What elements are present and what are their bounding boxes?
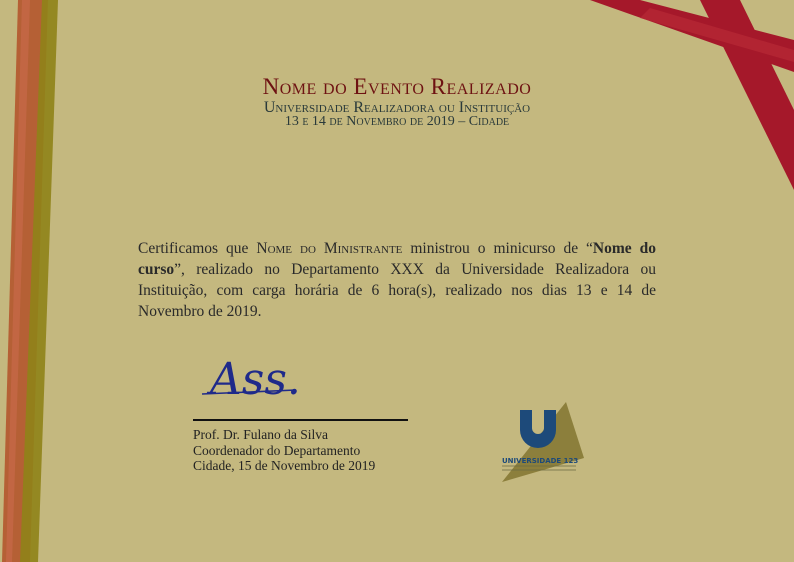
university-logo xyxy=(498,400,588,485)
text-part: ministrou o minicurso de “ xyxy=(402,240,593,257)
institution-name: Universidade Realizadora ou Instituição xyxy=(263,99,531,116)
logo-text: UNIVERSIDADE 123 xyxy=(502,457,579,465)
instructor-name: Nome do Ministrante xyxy=(256,240,403,257)
text-part: ”, realizado no Departamento XXX da Universidade Realizadora ou Instituição, com carga horária de 6 hora(s), realizado nos dias 13 e 14 de Novembro de 2019. xyxy=(138,261,656,320)
signer-name: Prof. Dr. Fulano da Silva xyxy=(193,427,328,442)
signature xyxy=(200,350,320,416)
signer-block xyxy=(193,427,375,474)
text-part: Certificamos que xyxy=(138,240,257,257)
certificate-text xyxy=(138,238,656,322)
signature-place-date: Cidade, 15 de Novembro de 2019 xyxy=(193,458,376,473)
signer-role: Coordenador do Departamento xyxy=(193,442,361,458)
event-title: Nome do Evento Realizado xyxy=(262,74,532,99)
certificate-header xyxy=(0,74,794,129)
signature-line xyxy=(193,419,408,421)
signature-stroke xyxy=(200,350,320,416)
course-name: Nome do curso xyxy=(138,240,656,278)
event-dates: 13 e 14 de Novembro de 2019 – Cidade xyxy=(284,114,510,129)
signature-text: Ass. xyxy=(210,354,301,405)
